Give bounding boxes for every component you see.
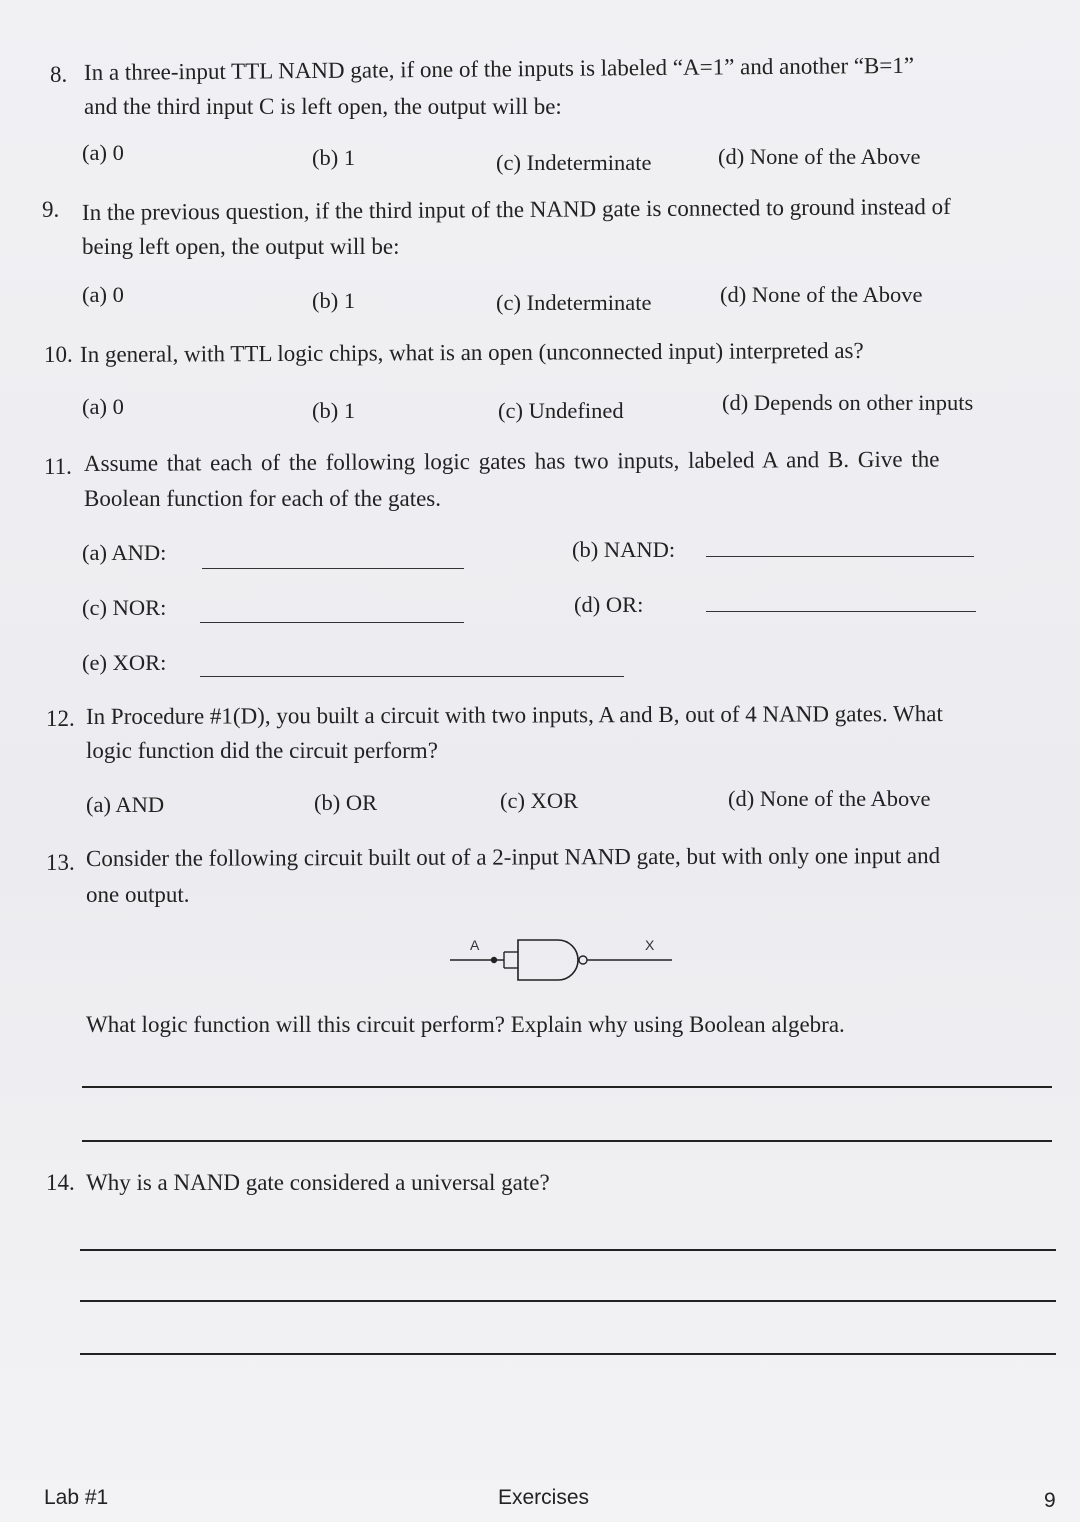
q11-number: 11. <box>44 454 72 479</box>
q10-option-c: (c) Undefined <box>498 398 624 423</box>
q12-number: 12. <box>46 706 75 731</box>
q11-item-b-label: (b) NAND: <box>572 537 676 562</box>
nand-gate-circuit-diagram <box>440 928 690 990</box>
q13-answer-line-1[interactable] <box>82 1086 1052 1088</box>
diagram-output-label: X <box>645 937 655 953</box>
q11-text-line1: Assume that each of the following logic gates has two inputs, labeled A and B. Give the <box>83 446 940 476</box>
q12-text-line1: In Procedure #1(D), you built a circuit with two inputs, A and B, out of 4 NAND gates. What <box>85 701 943 729</box>
q11-text-line2: Boolean function for each of the gates. <box>84 486 442 511</box>
footer-page-number: 9 <box>1044 1489 1056 1512</box>
q14-answer-line-1[interactable] <box>80 1249 1056 1251</box>
q12-text-line2: logic function did the circuit perform? <box>86 738 438 763</box>
q9-option-a: (a) 0 <box>82 282 124 307</box>
q13-prompt: What logic function will this circuit perform? Explain why using Boolean algebra. <box>86 1012 845 1037</box>
q10-option-b: (b) 1 <box>312 398 356 423</box>
footer-section-title: Exercises <box>498 1486 590 1509</box>
q8-option-a: (a) 0 <box>82 140 124 165</box>
q14-answer-line-2[interactable] <box>80 1300 1056 1302</box>
q8-option-c: (c) Indeterminate <box>496 150 652 175</box>
q11-item-e-label: (e) XOR: <box>82 650 167 675</box>
q10-number: 10. <box>44 342 73 367</box>
q11-item-d-answer-line[interactable] <box>706 611 976 612</box>
q10-option-a: (a) 0 <box>82 394 124 419</box>
q11-item-c-label: (c) NOR: <box>82 595 167 620</box>
q9-option-d: (d) None of the Above <box>720 282 923 307</box>
q8-text-line1: In a three-input TTL NAND gate, if one of the inputs is labeled “A=1” and another “B=1” <box>83 52 915 85</box>
q12-option-b: (b) OR <box>314 790 378 815</box>
q8-option-b: (b) 1 <box>312 145 356 170</box>
q13-text-line2: one output. <box>86 882 190 907</box>
nand-gate-body <box>518 940 578 980</box>
diagram-input-label: A <box>470 937 480 953</box>
q12-option-c: (c) XOR <box>500 788 579 813</box>
q10-option-d: (d) Depends on other inputs <box>722 390 974 415</box>
q11-item-b-answer-line[interactable] <box>706 556 974 557</box>
q14-number: 14. <box>46 1170 75 1195</box>
q11-item-e-answer-line[interactable] <box>200 676 624 677</box>
q9-option-b: (b) 1 <box>312 288 356 313</box>
footer-lab-number: Lab #1 <box>44 1486 109 1509</box>
q13-number: 13. <box>46 850 75 875</box>
q11-item-a-answer-line[interactable] <box>202 568 464 569</box>
q13-text-line1: Consider the following circuit built out of a 2-input NAND gate, but with only one input and <box>85 843 941 871</box>
q13-answer-line-2[interactable] <box>82 1140 1052 1142</box>
q11-item-a-label: (a) AND: <box>82 540 167 565</box>
junction-dot <box>491 957 497 963</box>
q11-item-d-label: (d) OR: <box>574 592 644 617</box>
q9-text-line1: In the previous question, if the third input of the NAND gate is connected to ground instead of <box>81 193 951 225</box>
q14-text-line1: Why is a NAND gate considered a universal gate? <box>86 1170 550 1195</box>
q9-text-line2: being left open, the output will be: <box>82 234 400 259</box>
q12-option-a: (a) AND <box>86 792 165 817</box>
q11-item-c-answer-line[interactable] <box>200 622 464 623</box>
q8-text-line2: and the third input C is left open, the output will be: <box>84 94 562 119</box>
q12-option-d: (d) None of the Above <box>728 786 931 811</box>
q8-option-d: (d) None of the Above <box>718 144 921 169</box>
nand-inversion-bubble <box>579 956 587 964</box>
q9-number: 9. <box>42 197 60 222</box>
q14-answer-line-3[interactable] <box>80 1353 1056 1355</box>
q9-option-c: (c) Indeterminate <box>496 290 652 315</box>
q8-number: 8. <box>50 62 68 87</box>
q10-text-line1: In general, with TTL logic chips, what is an open (unconnected input) interpreted as? <box>79 337 864 367</box>
